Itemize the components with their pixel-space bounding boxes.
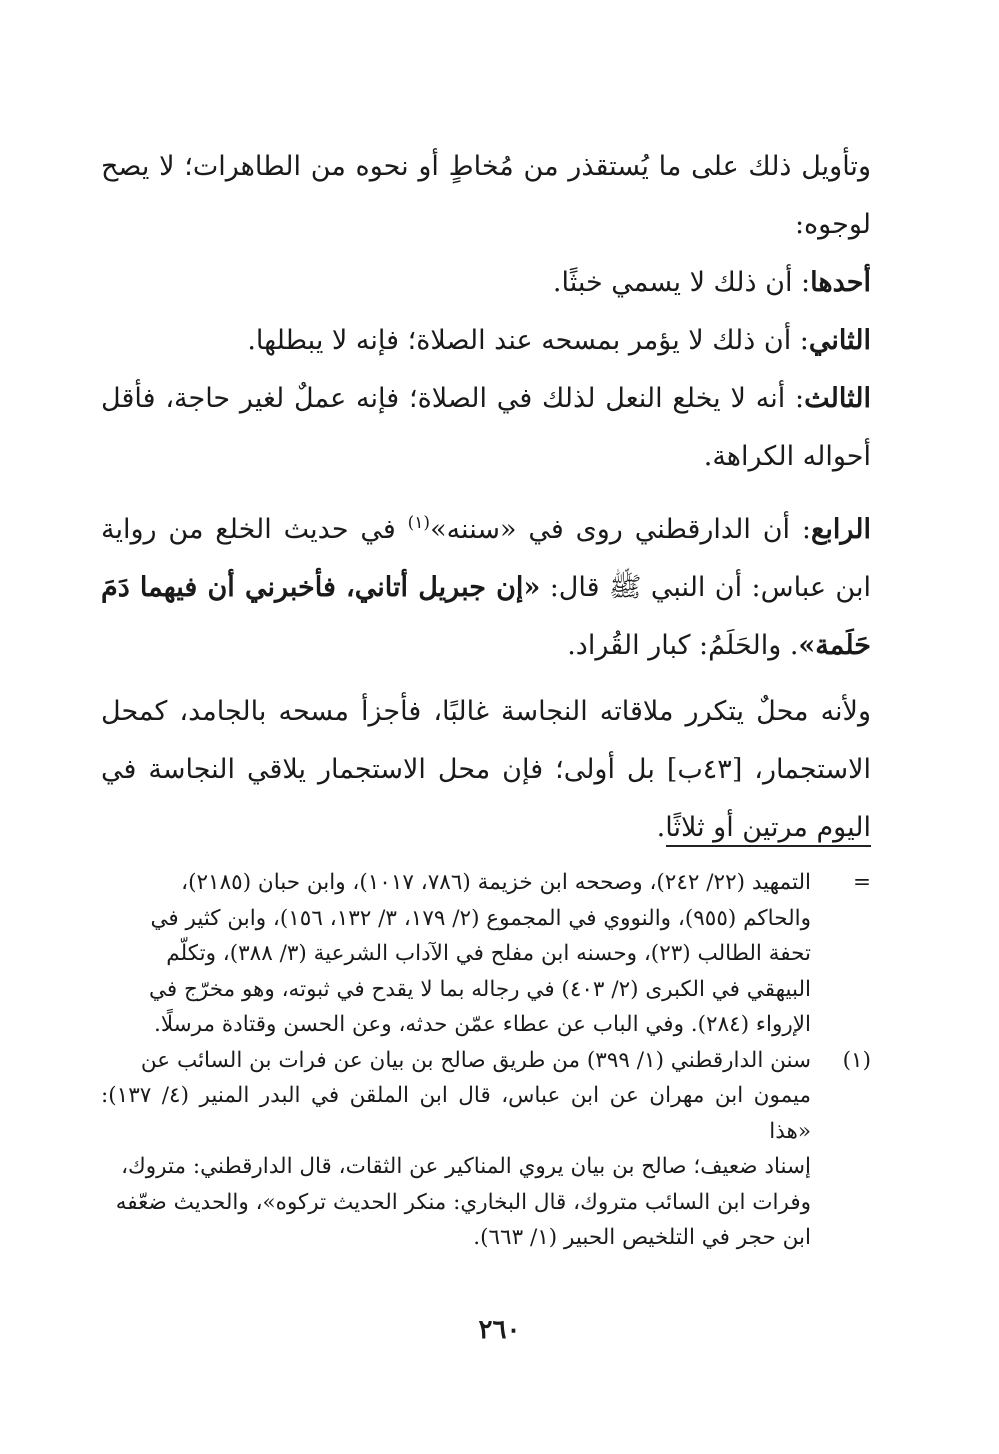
second-reason-label: الثاني [808,325,871,356]
hadith-quote: «إن جبريل أتاني، فأخبرني أن فيهما دَمَ حَلَمة» [101,572,871,661]
paragraph-fourth-reason [101,494,871,675]
footnote-line: والحاكم (٩٥٥)، والنووي في المجموع (٢/ ١٧٩، ٣/ ١٣٢، ١٥٦)، وابن كثير في [150,905,811,931]
footnote-line: ميمون ابن مهران عن ابن عباس، قال ابن الملقن في البدر المنير (٤/ ١٣٧): «هذا [101,1083,812,1144]
footnote-ref-1: (١) [407,513,431,533]
footnote-line: البيهقي في الكبرى (٢/ ٤٠٣) في رجاله بما لا يقدح في ثبوته، وهو مخرّج في [148,976,811,1002]
footnote-1-body [101,1043,811,1256]
third-reason-text: : أنه لا يخلع النعل لذلك في الصلاة؛ فإنه عملٌ لغير حاجة، فأقل أحواله الكراهة. [101,383,871,472]
footnote-line: ابن حجر في التلخيص الحبير (١/ ٦٦٣). [473,1225,811,1250]
footnote-line: وفرات ابن السائب متروك، قال البخاري: منكر الحديث تركوه»، والحديث ضعّفه [115,1189,811,1215]
fourth-reason-text-a: : أن الدارقطني روى في «سننه» [430,514,811,545]
footnote-line: تحفة الطالب (٢٣)، وحسنه ابن مفلح في الآداب الشرعية (٣/ ٣٨٨)، وتكلّم [166,941,811,966]
footnote-line: سنن الدارقطني (١/ ٣٩٩) من طريق صالح بن بيان عن فرات بن السائب عن [140,1047,811,1073]
footnote-continuation [101,865,871,1043]
main-text [101,138,871,857]
fourth-reason-text-c: . والحَلَمُ: كبار القُراد. [567,630,799,661]
footnote-separator [666,845,871,847]
paragraph-interpretation: وتأويل ذلك على ما يُستقذر من مُخاطٍ أو نحوه من الطاهرات؛ لا يصح لوجوه: [101,151,871,240]
footnote-1 [101,1043,871,1256]
footnote-line: التمهيد (٢٢/ ٢٤٢)، وصححه ابن خزيمة (٧٨٦، ١٠١٧)، وابن حبان (٢١٨٥)، [181,870,811,895]
first-reason-label: أحدها [810,267,871,298]
second-reason-text: : أن ذلك لا يؤمر بمسحه عند الصلاة؛ فإنه لا يبطلها. [247,325,809,356]
paragraph-analogy: ولأنه محلٌ يتكرر ملاقاته النجاسة غالبًا، فأجزأ مسحه بالجامد، كمحل الاستجمار، [٤٣ب] بل أولى؛ فإن محل الاستجمار يلاقي النجاسة في اليوم مرتين أو ثلاثًا. [101,696,871,843]
footnote-1-marker: (١) [842,1047,871,1073]
third-reason-label: الثالث [804,383,871,414]
paragraph-first-reason [101,254,871,312]
fourth-reason-label: الرابع [810,514,871,545]
footnote-continuation-marker: = [852,870,871,895]
paragraph-third-reason [101,370,871,486]
fourth-reason-text-b: في حديث الخلع من رواية ابن عباس: أن النبي ﷺ قال: [101,514,871,603]
footnote-continuation-body [101,865,811,1043]
first-reason-text: : أن ذلك لا يسمي خبثًا. [552,267,811,298]
footnote-line: إسناد ضعيف؛ صالح بن بيان يروي المناكير عن الثقات، قال الدارقطني: متروك، [121,1154,811,1179]
paragraph-second-reason [101,312,871,370]
page-number: ٢٦٠ [478,1315,521,1345]
footnote-line: الإرواء (٢٨٤). وفي الباب عن عطاء عمّن حدثه، وعن الحسن وقتادة مرسلًا. [153,1012,811,1037]
footnotes [101,865,871,1256]
